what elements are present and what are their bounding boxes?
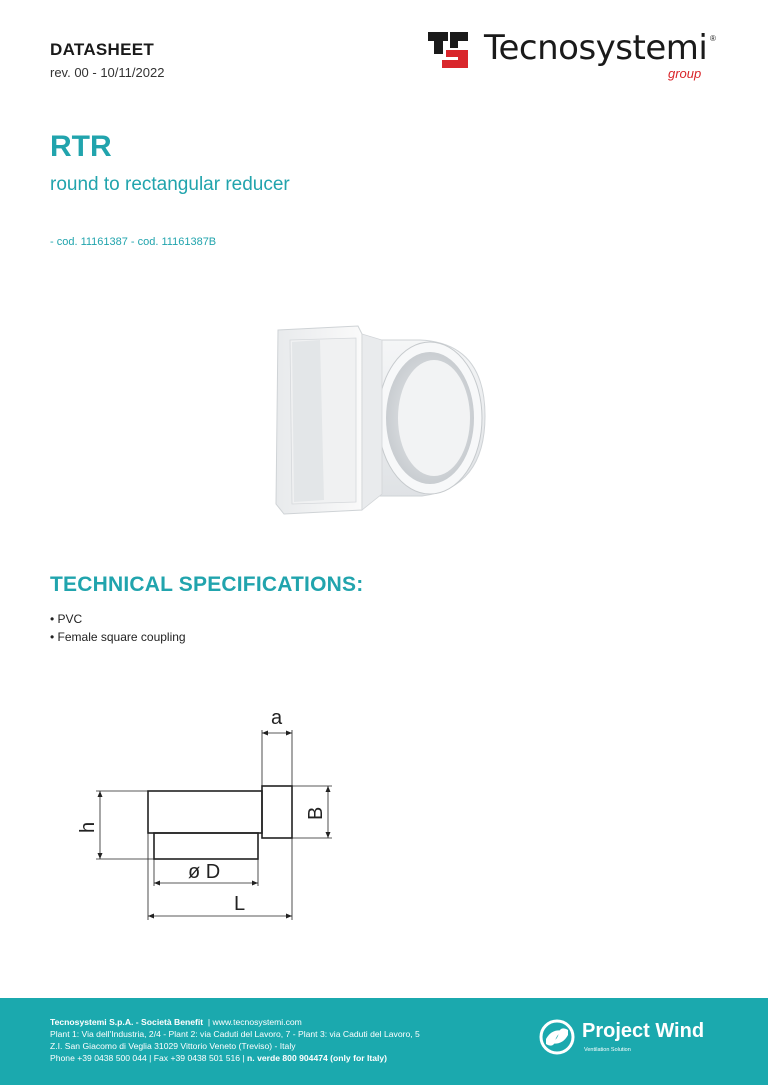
product-description: round to rectangular reducer [50, 174, 290, 195]
product-photo [270, 318, 500, 523]
spec-title: TECHNICAL SPECIFICATIONS: [50, 573, 364, 596]
footer-contact [50, 1016, 420, 1064]
spec-item: • PVC [50, 612, 83, 626]
tecnosystemi-logo [428, 28, 728, 88]
header-block [50, 40, 164, 80]
dim-label-a: a [271, 707, 283, 729]
dim-label-h: h [77, 821, 99, 833]
tecnosystemi-mark-icon [428, 30, 476, 70]
spec-item: • Female square coupling [50, 630, 186, 644]
dim-label-l: L [234, 893, 246, 915]
footer [0, 998, 768, 1085]
project-wind-name: Project Wind [582, 1020, 705, 1042]
footer-phone: Phone +39 0438 500 044 | Fax +39 0438 501 516 | [50, 1053, 245, 1063]
dimension-drawing [70, 700, 350, 980]
logo-registered: ® [710, 34, 716, 43]
footer-toll-free: n. verde 800 904474 (only for Italy) [247, 1053, 387, 1063]
footer-website[interactable]: | www.tecnosystemi.com [207, 1017, 302, 1027]
dim-label-d: ø D [188, 861, 221, 883]
logo-wordmark: Tecnosystemi [484, 28, 708, 68]
dim-label-b: B [305, 806, 327, 820]
project-wind-logo [538, 1018, 728, 1062]
spec-list [50, 610, 186, 646]
footer-address: Z.I. San Giacomo di Veglia 31029 Vittorio Veneto (Treviso) - Italy [50, 1041, 296, 1051]
revision: rev. 00 - 10/11/2022 [50, 65, 165, 80]
footer-company: Tecnosystemi S.p.A. - Società Benefit [50, 1017, 204, 1027]
doc-type: DATASHEET [50, 40, 155, 59]
footer-plants: Plant 1: Via dell'Industria, 2/4 - Plant 2: via Caduti del Lavoro, 7 - Plant 3: via Caduti del Lavoro, 5 [50, 1029, 420, 1039]
product-code: RTR [50, 130, 112, 163]
logo-group: group [668, 66, 702, 81]
project-wind-icon [538, 1018, 576, 1056]
product-codes: - cod. 11161387 - cod. 11161387B [50, 236, 217, 248]
project-wind-tagline: Ventilation Solution [584, 1047, 631, 1053]
